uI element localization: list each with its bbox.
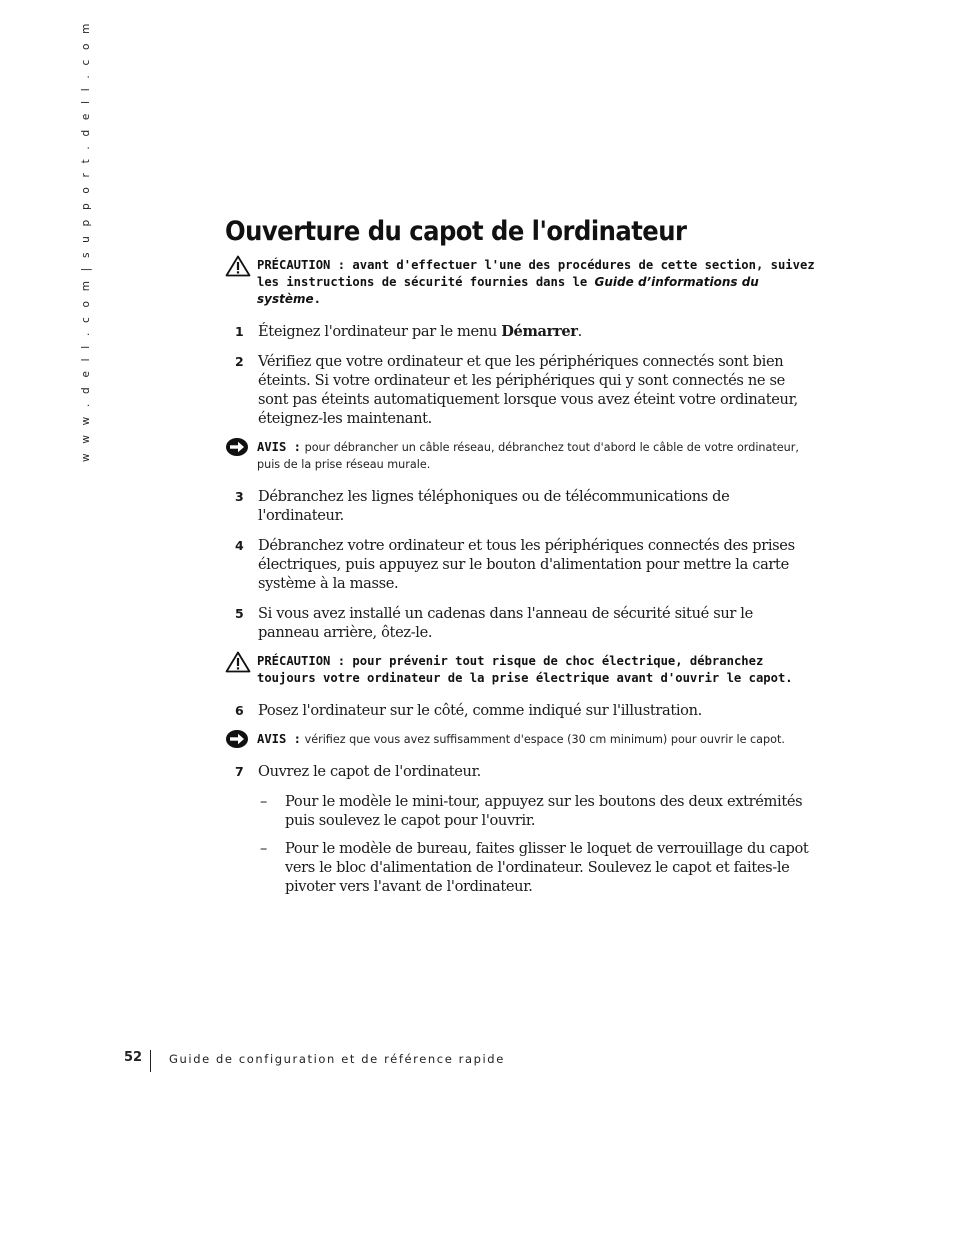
step-number: 6 [235, 703, 244, 718]
notice-label: AVIS : [257, 440, 302, 454]
step-7 [225, 762, 815, 781]
substep-desktop [225, 839, 815, 896]
notice-label: AVIS : [257, 732, 302, 746]
notice-text: pour débrancher un câble réseau, débranchez tout d'abord le câble de votre ordinateur, puis de la prise réseau murale. [257, 441, 799, 471]
caution-text: avant d'effectuer l'une des procédures de cette section, suivez les instructions de sécurité fournies dans le [257, 258, 815, 289]
notice-arrow-icon [225, 437, 249, 457]
step-text: Débranchez les lignes téléphoniques ou de télécommunications de l'ordinateur. [258, 488, 730, 524]
step-number: 7 [235, 764, 244, 779]
caution-guide-title: Guide d’informations du système [257, 275, 759, 306]
side-url: w w w . d e l l . c o m | s u p p o r t . d e l l . c o m [80, 20, 92, 462]
substep-text: Pour le modèle le mini-tour, appuyez sur les boutons des deux extrémités puis soulevez le capot pour l'ouvrir. [285, 793, 803, 829]
step-number: 1 [235, 324, 244, 339]
page-number: 52 [124, 1050, 143, 1065]
step-text: Si vous avez installé un cadenas dans l'anneau de sécurité situé sur le panneau arrière, ôtez-le. [258, 605, 753, 641]
page-title: Ouverture du capot de l'ordinateur [225, 216, 687, 247]
caution-triangle-icon [225, 651, 251, 673]
footer-guide-title: Guide de configuration et de référence rapide [169, 1052, 505, 1066]
step-text: Ouvrez le capot de l'ordinateur. [258, 763, 481, 780]
step-2 [225, 352, 815, 428]
caution-end: . [313, 292, 321, 306]
step-text: Éteignez l'ordinateur par le menu [258, 323, 502, 340]
substep-text: Pour le modèle de bureau, faites glisser le loquet de verrouillage du capot vers le bloc d'alimentation de l'ordinateur. Soulevez le capot et faites-le pivoter vers l'avant de l'ordinateur. [285, 840, 809, 895]
notice-arrow-icon [225, 729, 249, 749]
step-text: Débranchez votre ordinateur et tous les périphériques connectés des prises électriques, puis appuyez sur le bouton d'alimentation pour mettre la carte système à la masse. [258, 537, 795, 592]
step-number: 3 [235, 489, 244, 504]
page-content [225, 216, 815, 905]
step-text: Vérifiez que votre ordinateur et que les périphériques connectés sont bien éteints. Si votre ordinateur et les périphériques qui y sont connectés ne se sont pas éteints automatiquement lorsque vous avez éteint votre ordinateur, éteignez-les maintenant. [258, 353, 798, 427]
caution-label: PRÉCAUTION : [257, 654, 346, 668]
step-5 [225, 604, 815, 642]
step-number: 2 [235, 354, 244, 369]
step-end: . [577, 323, 582, 340]
step-text: Posez l'ordinateur sur le côté, comme indiqué sur l'illustration. [258, 702, 702, 719]
notice-note-1 [225, 439, 815, 473]
step-number: 5 [235, 606, 244, 621]
caution-text: pour prévenir tout risque de choc électrique, débranchez toujours votre ordinateur de la prise électrique avant d'ouvrir le capot. [257, 654, 793, 685]
substep-dash: – [260, 793, 267, 810]
step-6 [225, 701, 815, 720]
caution-triangle-icon [225, 255, 251, 277]
caution-label: PRÉCAUTION : [257, 258, 346, 272]
notice-text: vérifiez que vous avez suffisamment d'espace (30 cm minimum) pour ouvrir le capot. [301, 733, 785, 746]
step-1 [225, 322, 815, 341]
substep-mini-tower [225, 792, 815, 830]
substep-dash: – [260, 840, 267, 857]
footer-divider [150, 1050, 151, 1072]
start-menu-label: Démarrer [501, 323, 578, 340]
caution-note-2 [225, 653, 815, 687]
notice-note-2 [225, 731, 815, 748]
page-footer [124, 1050, 505, 1072]
step-number: 4 [235, 538, 244, 553]
step-3 [225, 487, 815, 525]
caution-note-1 [225, 257, 815, 308]
step-4 [225, 536, 815, 593]
